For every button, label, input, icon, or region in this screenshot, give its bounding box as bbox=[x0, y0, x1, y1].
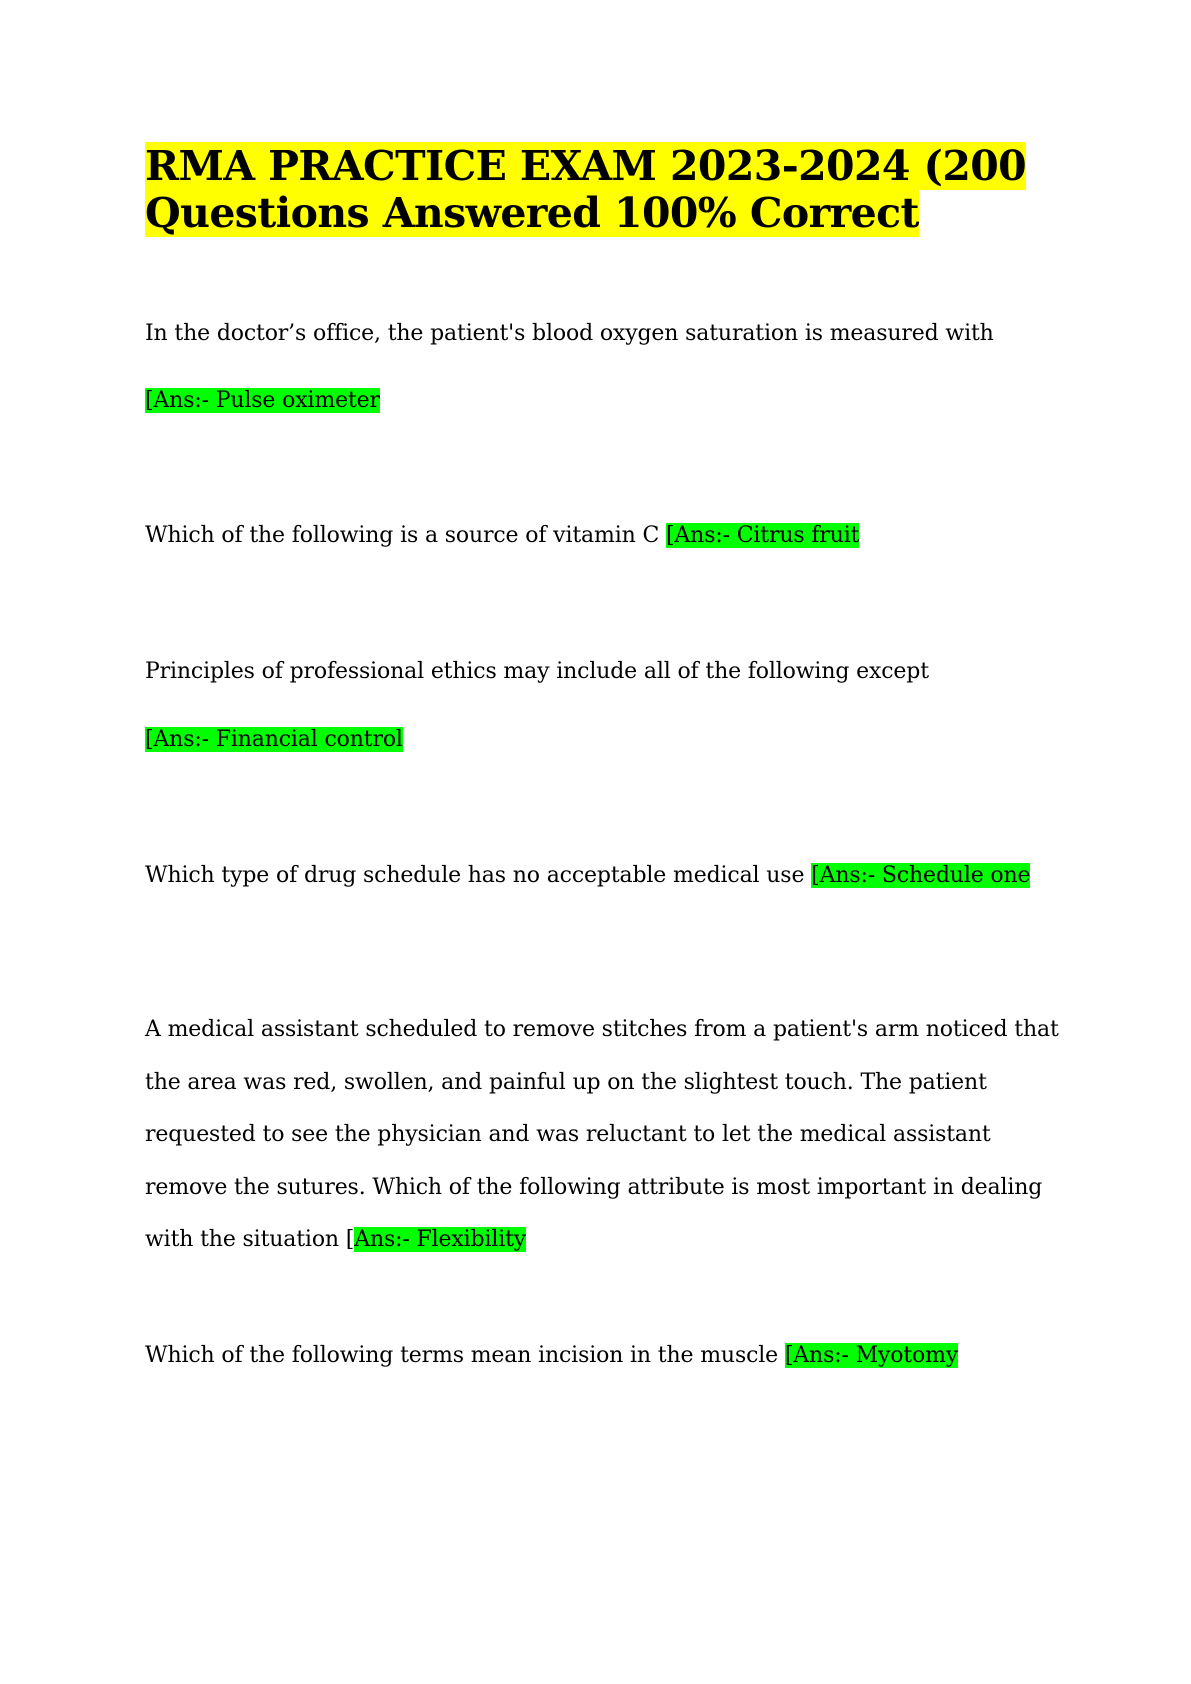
question-4-text: Which type of drug schedule has no acceptable medical use bbox=[145, 863, 812, 888]
question-5 bbox=[145, 1004, 1075, 1267]
answer-5-highlight: Ans:- Flexibility bbox=[354, 1227, 527, 1252]
answer-2-highlight: [Ans:- Citrus fruit bbox=[666, 523, 860, 548]
question-5-text: A medical assistant scheduled to remove stitches from a patient's arm noticed that the area was red, swollen, and painful up on the slightest touch. The patient requested to see the physician and was reluctant to let the medical assistant remove the sutures. Which of the following attribute is most important in dealing with the situation [ bbox=[145, 1017, 1059, 1252]
question-2-text: Which of the following is a source of vitamin C bbox=[145, 523, 666, 548]
question-4 bbox=[145, 861, 1030, 891]
question-6 bbox=[145, 1341, 958, 1371]
answer-1-highlight: [Ans:- Pulse oximeter bbox=[145, 388, 380, 413]
answer-4-highlight: [Ans:- Schedule one bbox=[811, 863, 1031, 888]
document-title bbox=[145, 143, 1045, 237]
answer-3-highlight: [Ans:- Financial control bbox=[145, 727, 403, 752]
answer-3 bbox=[145, 725, 403, 755]
answer-1 bbox=[145, 386, 380, 416]
answer-6-highlight: [Ans:- Myotomy bbox=[784, 1343, 959, 1368]
question-1: In the doctor’s office, the patient's blood oxygen saturation is measured with bbox=[145, 321, 994, 346]
question-3: Principles of professional ethics may include all of the following except bbox=[145, 659, 929, 684]
question-2 bbox=[145, 521, 859, 551]
question-6-text: Which of the following terms mean incision in the muscle bbox=[145, 1343, 785, 1368]
title-highlight: RMA PRACTICE EXAM 2023-2024 (200 Questions Answered 100% Correct bbox=[145, 142, 1027, 237]
